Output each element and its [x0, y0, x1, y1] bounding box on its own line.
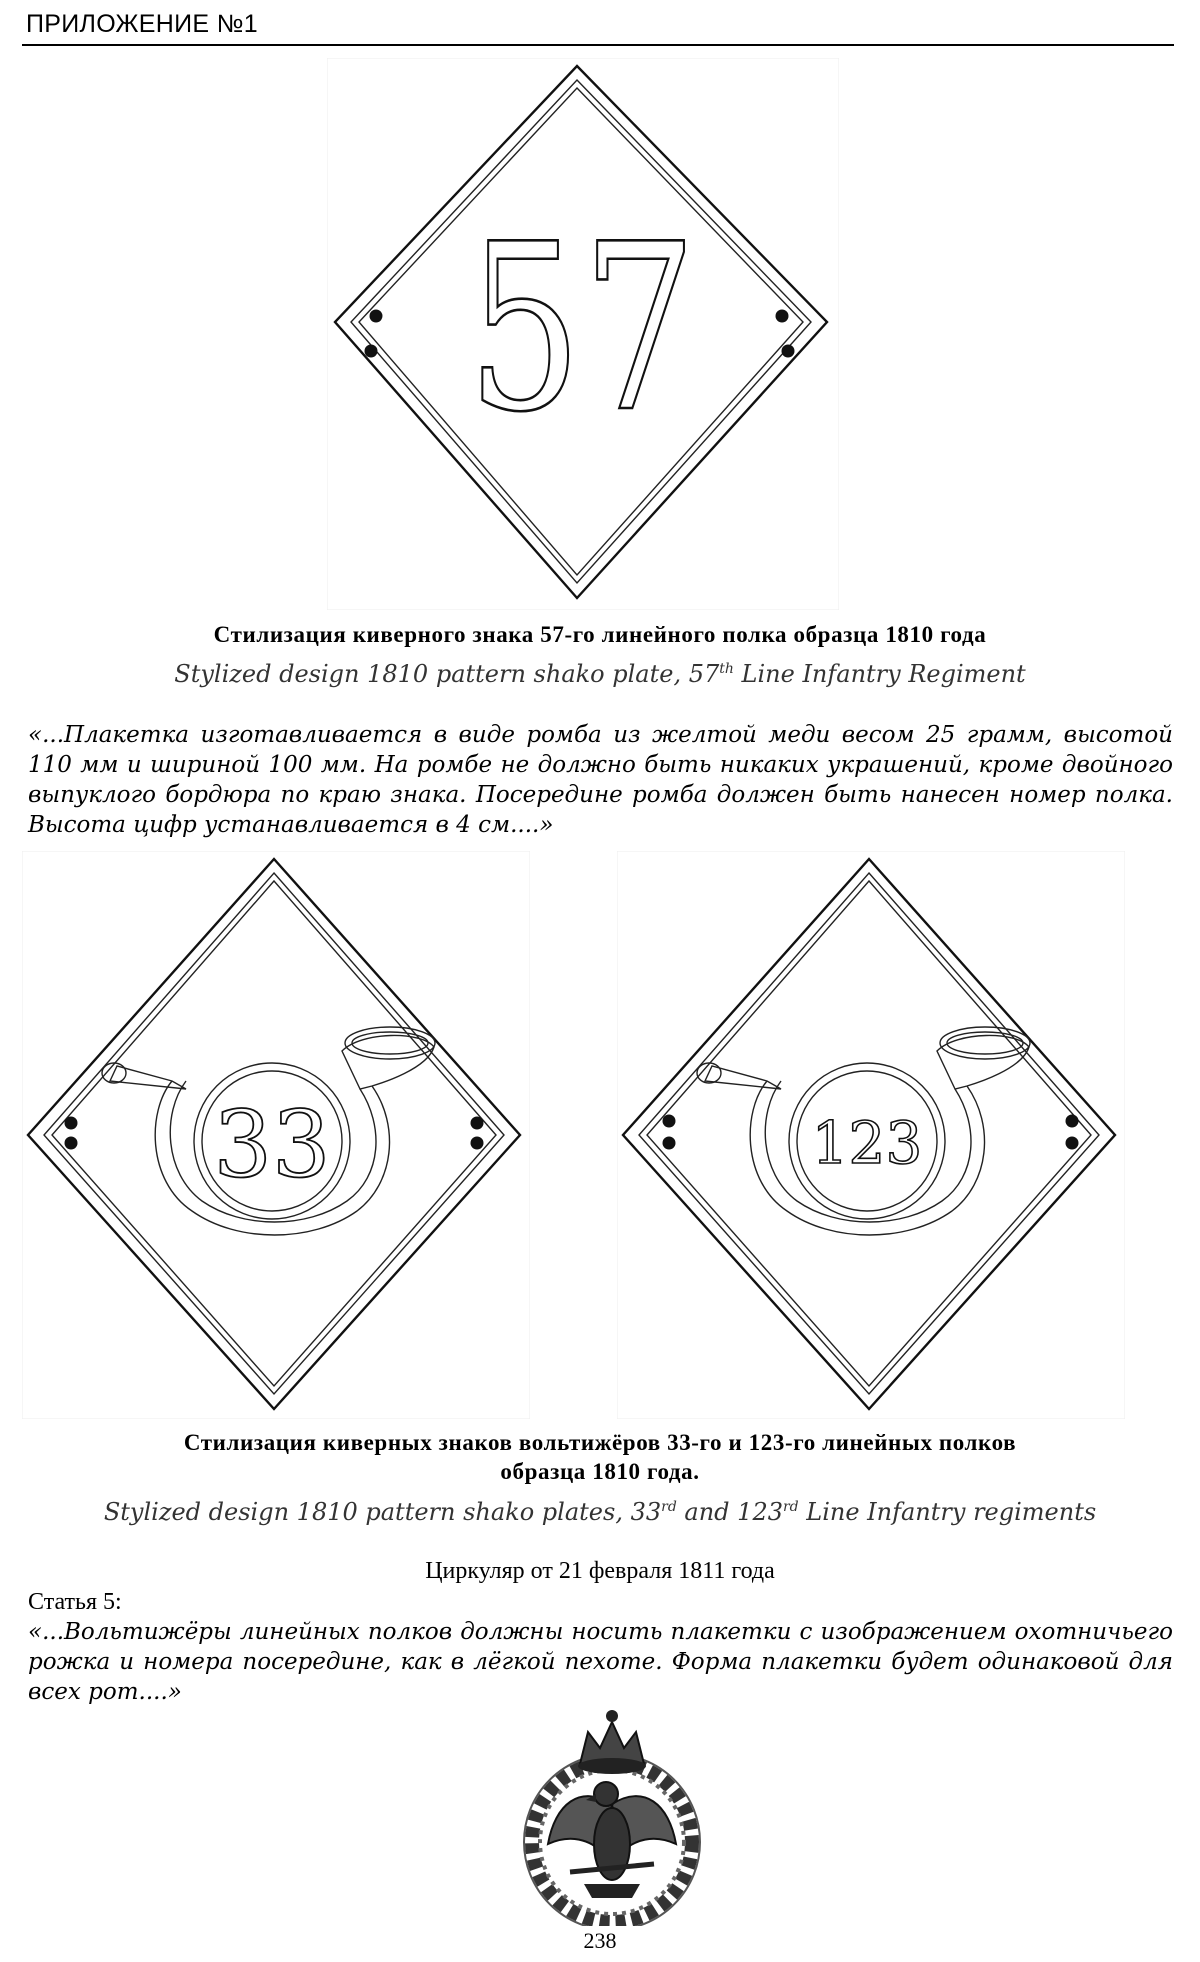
shako-plate-57-figure: [327, 58, 839, 610]
page-number: 238: [583, 1928, 617, 1953]
figure2-caption-en: Stylized design 1810 pattern shako plates, 33rd and 123rd Line Infantry regiments: [103, 1498, 1097, 1526]
rivet-hole-icon: [782, 345, 795, 358]
rivet-hole-icon: [370, 310, 383, 323]
figure2-caption-ru-line1: Стилизация киверных знаков вольтижёров 33-го и 123-го линейных полков: [183, 1430, 1017, 1455]
page-header: [22, 4, 1174, 46]
rivet-hole-icon: [471, 1137, 484, 1150]
crowned-eagle-icon: [500, 1694, 724, 1926]
eagle-badge-figure: [500, 1694, 724, 1926]
rivet-hole-icon: [65, 1137, 78, 1150]
rivet-hole-icon: [1066, 1115, 1079, 1128]
figure1-caption-en: Stylized design 1810 pattern shako plate, 57th Line Infantry Regiment: [174, 660, 1026, 688]
rivet-hole-icon: [65, 1117, 78, 1130]
rivet-hole-icon: [365, 345, 378, 358]
regiment-number-33: 33: [213, 1091, 331, 1198]
regiment-number-57: 57: [467, 196, 697, 463]
shako-plate-33-drawing: [22, 851, 530, 1419]
rivet-hole-icon: [663, 1137, 676, 1150]
article-label: Статья 5:: [28, 1589, 122, 1615]
figure2-caption-ru-line2: образца 1810 года.: [500, 1459, 700, 1484]
rivet-hole-icon: [1066, 1137, 1079, 1150]
rivet-hole-icon: [776, 310, 789, 323]
rivet-hole-icon: [663, 1115, 676, 1128]
circular-title: Циркуляр от 21 февраля 1811 года: [425, 1558, 775, 1584]
rivet-hole-icon: [471, 1117, 484, 1130]
shako-plate-123-drawing: [617, 851, 1125, 1419]
shako-plate-33-figure: [22, 851, 530, 1419]
figure1-caption-ru: Стилизация киверного знака 57-го линейного полка образца 1810 года: [213, 622, 987, 647]
quote-circular-1811: «...Вольтижёры линейных полков должны носить плакетки с изображением охотничьего рожка и номера посередине, как в лёгкой пехоте. Форма плакетки будет одинаковой для всех рот....»: [28, 1619, 1173, 1705]
quote-1810-regulation: «...Плакетка изготавливается в виде ромба из желтой меди весом 25 грамм, высотой 110 мм и шириной 100 мм. На ромбе не должно быть никаких украшений, кроме двойного выпуклого бордюра по краю знака. Посередине ромба должен быть нанесен номер полка. Высота цифр устанавливается в 4 см....»: [28, 722, 1173, 838]
shako-plate-57-drawing: [327, 58, 839, 610]
shako-plate-123-figure: [617, 851, 1125, 1419]
header-title: ПРИЛОЖЕНИЕ №1: [26, 10, 258, 38]
regiment-number-123: 123: [811, 1109, 923, 1177]
